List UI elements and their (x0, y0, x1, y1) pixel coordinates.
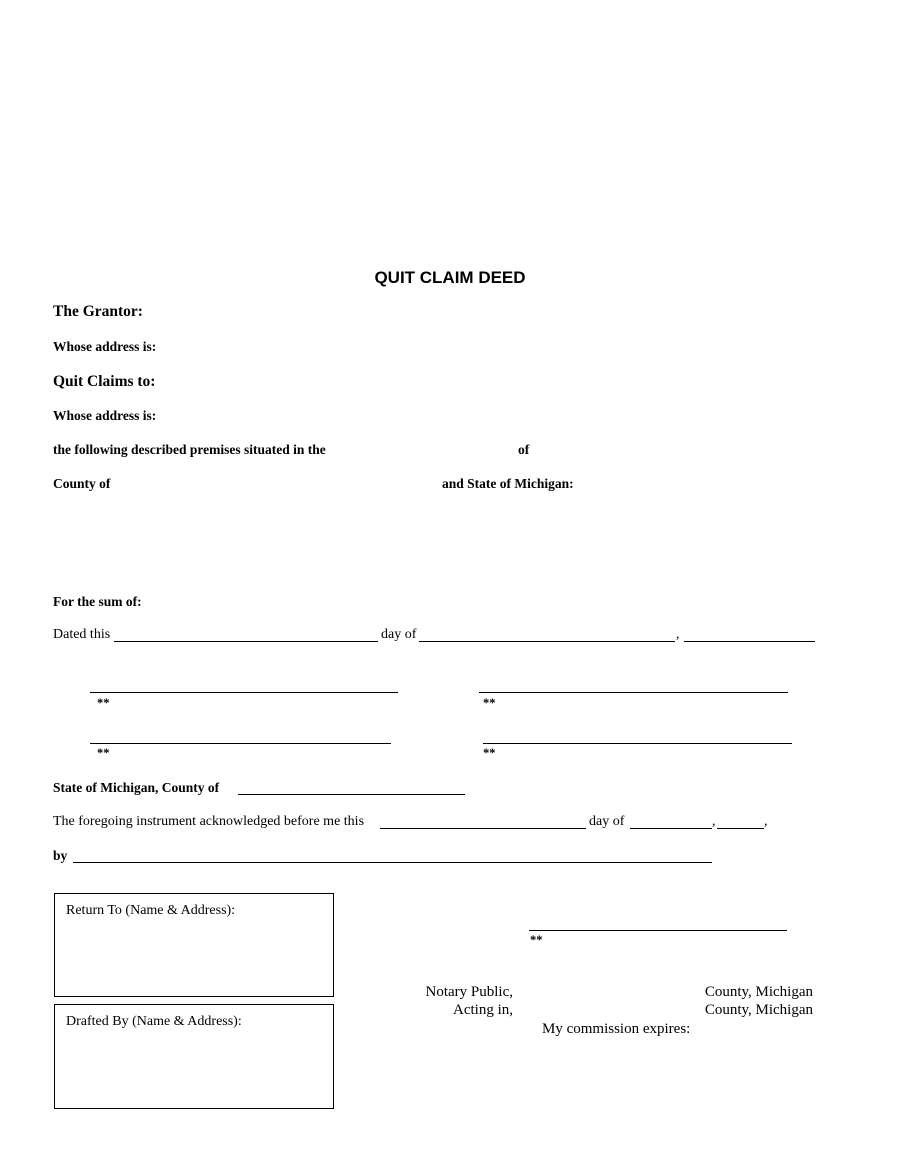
by-label: by (53, 848, 68, 863)
premises-of-label: of (518, 442, 530, 457)
return-to-box[interactable] (54, 893, 334, 997)
signature-marker-4: ** (483, 746, 496, 760)
dated-day-of-label: day of (381, 627, 417, 642)
dated-this-label: Dated this (53, 627, 111, 642)
ack-month-blank[interactable] (630, 828, 712, 829)
acknowledged-text: The foregoing instrument acknowledged before me this (53, 814, 365, 829)
grantor-label: The Grantor: (53, 303, 143, 320)
by-blank[interactable] (73, 862, 712, 863)
notary-signature-line[interactable] (529, 930, 787, 931)
premises-label: the following described premises situated in the (53, 442, 326, 457)
ack-day-of-label: day of (589, 814, 625, 829)
dated-comma: , (676, 627, 680, 642)
acting-in-label: Acting in, (453, 1002, 513, 1018)
dated-month-blank[interactable] (419, 641, 675, 642)
ack-year-blank[interactable] (717, 828, 764, 829)
drafted-by-label: Drafted By (Name & Address): (66, 1014, 242, 1029)
state-county-label: State of Michigan, County of (53, 780, 220, 795)
return-to-label: Return To (Name & Address): (66, 903, 236, 918)
sum-label: For the sum of: (53, 594, 142, 609)
commission-expires-label: My commission expires: (542, 1021, 691, 1037)
ack-comma-1: , (712, 814, 716, 829)
county-label: County of (53, 476, 111, 491)
ack-comma-2: , (764, 814, 768, 829)
county-michigan-2: County, Michigan (704, 1002, 813, 1018)
state-county-blank[interactable] (238, 794, 465, 795)
drafted-by-box[interactable] (54, 1004, 334, 1109)
grantee-address-label: Whose address is: (53, 408, 157, 423)
ack-day-blank[interactable] (380, 828, 586, 829)
witness-signature-line-1[interactable] (479, 692, 788, 693)
witness-signature-line-2[interactable] (483, 743, 792, 744)
signature-marker-5: ** (530, 933, 543, 947)
signature-marker-3: ** (97, 746, 110, 760)
grantor-signature-line-1[interactable] (90, 692, 398, 693)
dated-year-blank[interactable] (684, 641, 815, 642)
dated-day-blank[interactable] (114, 641, 378, 642)
grantor-signature-line-2[interactable] (90, 743, 391, 744)
grantor-address-label: Whose address is: (53, 339, 157, 354)
signature-marker-2: ** (483, 696, 496, 710)
county-michigan-1: County, Michigan (704, 984, 813, 1000)
grantee-label: Quit Claims to: (53, 373, 156, 390)
state-label: and State of Michigan: (442, 476, 574, 491)
document-title: QUIT CLAIM DEED (374, 268, 526, 287)
notary-public-label: Notary Public, (425, 984, 513, 1000)
signature-marker-1: ** (97, 696, 110, 710)
